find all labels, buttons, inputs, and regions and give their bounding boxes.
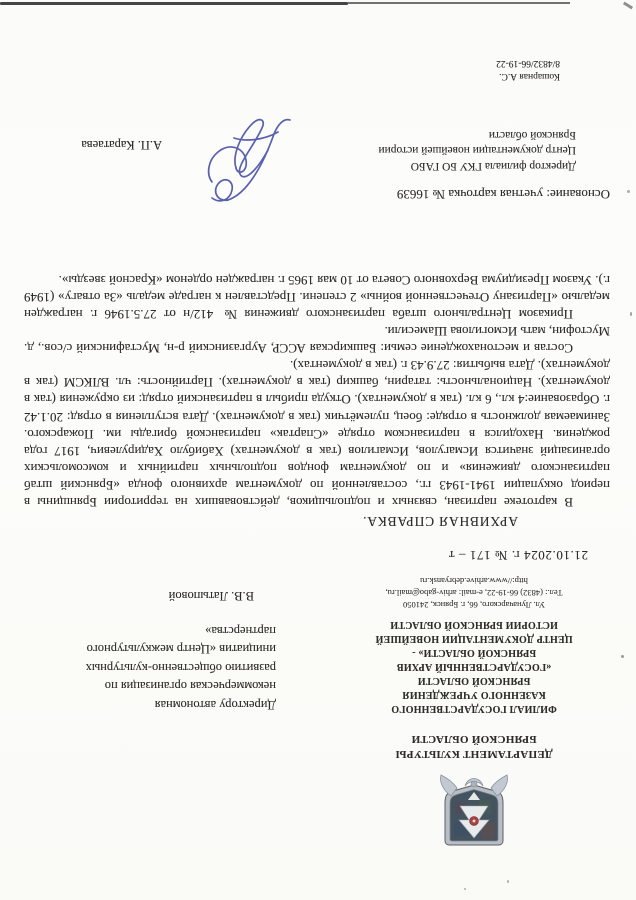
body-text <box>24 272 610 511</box>
addressee-name: В.В. Латыповой <box>168 589 254 604</box>
addressee-block <box>31 586 276 714</box>
signer-position <box>378 127 576 174</box>
scan-edge-artifact <box>348 2 570 4</box>
address-line: Тел.: (4832) 66-19-22, e-mail: arhiv-gabo@mail.ru, <box>385 588 563 598</box>
signer-name: А.П. Каратаева <box>81 138 162 152</box>
organization-line: КАЗЕННОГО УЧРЕЖДЕНИЯ <box>402 689 546 700</box>
organization-line: «ГОСУДАРСТВЕННЫЙ АРХИВ <box>396 661 552 672</box>
organization-line: ЦЕНТР ДОКУМЕНТАЦИИ НОВЕЙШЕЙ <box>375 633 573 644</box>
coat-of-arms-emblem <box>437 764 511 848</box>
signer-position-line: Брянской области <box>488 129 576 141</box>
addressee-line: партнерства» <box>205 623 276 638</box>
organization-line: ФИЛИАЛ ГОСУДАРСТВЕННОГО <box>391 703 557 714</box>
addressee-line: некоммерческая организация по <box>104 679 276 694</box>
organization-line: ИСТОРИИ БРЯНСКОЙ ОБЛАСТИ <box>390 619 558 630</box>
scan-edge-artifact <box>0 2 348 5</box>
executor-block <box>496 56 560 82</box>
organization-line: БРЯНСКОЙ ОБЛАСТИ» - <box>411 647 537 658</box>
scan-speck <box>627 190 630 193</box>
department-line: ДЕПАРТАМЕНТ КУЛЬТУРЫ <box>395 748 553 760</box>
address-line: Ул. Луначарского, 66, г. Брянск, 241050 <box>403 600 545 610</box>
executor-name: Кошарная А.С. <box>499 71 560 81</box>
document-title: АРХИВНАЯ СПРАВКА. <box>362 514 518 529</box>
department-line: БРЯНСКОЙ ОБЛАСТИ <box>411 733 537 745</box>
body-paragraph: Состав и местонахождение семьи: Башкирская АССР, Аургазинский р-н, Мустафинский с/сов., д. Мустофин, мать Исмогилова Шамесили. <box>24 324 610 357</box>
body-paragraph: Приказом Центрального штаба партизанского движения № 412/н от 27.5.1946 г. награжден медалью «Партизану Отечественной войны» 2 степени. Представлен к награде медаль «За отвагу» (1949 г.). Указом Президиума Верховного Совета от 10 мая 1965 г. награжден орденом «Красной звезды». <box>24 272 610 322</box>
contact-address <box>370 575 578 611</box>
signer-position-line: Директор филиала ГКУ БО ГАБО <box>410 160 576 172</box>
addressee-line: развитию общественно-культурных <box>85 660 276 675</box>
scan-speck <box>621 655 624 658</box>
basis-line: Основание: учетная карточка № 16639 <box>396 187 610 202</box>
organization-name <box>370 617 578 715</box>
body-paragraph: В картотеке партизан, связных и подпольщиков, действовавших на территории Брянщины в период оккупации 1941-1943 гг., составленной по документам архивного фонда «Брянский штаб партизанского движения» и по документам фондов подпольных партийных и комсомольских организаций значится Исмагулов, Исмагилов (так в документах) Хабибуло Хадирулевич, 1917 года рождения. Находился в партизанском отряде «Спартак» партизанской бригады им. Пожарского. Занимаемая должность в отряде: боец, пулемётчик (так в документах). Дата вступления в отряд: 20.1.42 г. Образование:4 кл., 6 кл. (так в документах). Откуда прибыл в партизанский отряд: из окружения (так в документах). Национальность: татарин, башкир (так в документах). Партийность: чл. ВЛКСМ (так в документах). Дата выбытия: 27.9.43 г. (так в документах). <box>24 358 610 510</box>
letterhead <box>370 575 578 848</box>
executor-phone: 8/4832/66-19-22 <box>496 58 560 68</box>
handwritten-signature <box>190 110 298 212</box>
addressee-line: инициатив «Центр межкультурного <box>86 642 276 657</box>
date-and-number: 21.10.2024 г. № 171 – т <box>448 548 588 563</box>
signer-position-line: Центр документации новейшей истории <box>378 144 576 157</box>
scan-speck <box>464 888 466 890</box>
scan-speck <box>630 312 632 316</box>
scan-speck <box>507 880 509 883</box>
organization-line: БРЯНСКОЙ ОБЛАСТИ <box>417 675 531 686</box>
address-line: http://www.arhive.debryansk.ru <box>420 576 528 586</box>
department-name <box>370 731 578 761</box>
addressee-line: Директору автономная <box>154 698 276 712</box>
